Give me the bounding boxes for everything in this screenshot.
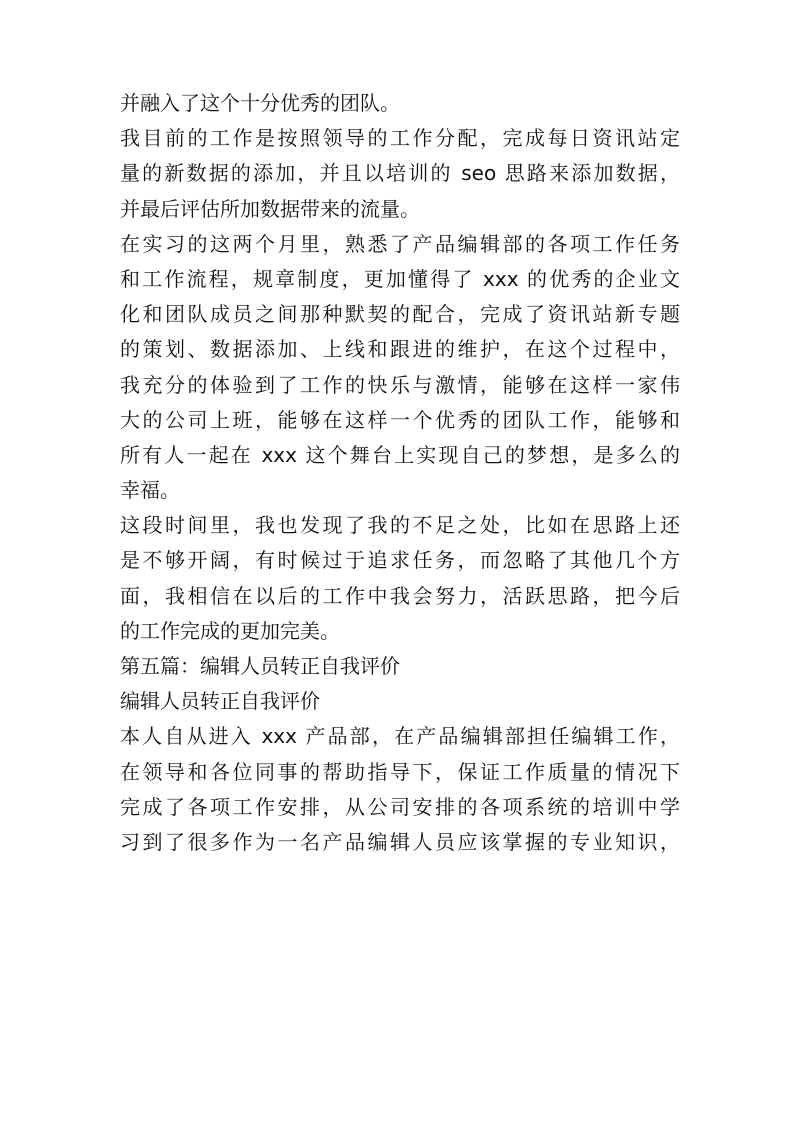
text-line: 我目前的工作是按照领导的工作分配，完成每日资讯站定 xyxy=(120,126,680,151)
text-line: 大的公司上班，能够在这样一个优秀的团队工作，能够和 xyxy=(120,407,680,432)
section-heading: 第五篇：编辑人员转正自我评价 xyxy=(120,654,400,678)
text-line: 面，我相信在以后的工作中我会努力，活跃思路，把今后 xyxy=(120,583,680,608)
text-line: 并最后评估所加数据带来的流量。 xyxy=(120,196,420,221)
text-line: 是不够开阔，有时候过于追求任务，而忽略了其他几个方 xyxy=(120,548,680,573)
text-line: 在实习的这两个月里，熟悉了产品编辑部的各项工作任务 xyxy=(120,231,680,256)
document-body xyxy=(120,86,680,860)
text-line: 这段时间里，我也发现了我的不足之处，比如在思路上还 xyxy=(120,513,680,538)
text-line: 的工作完成的更加完美。 xyxy=(120,618,340,643)
text-line: 本人自从进入 xxx 产品部，在产品编辑部担任编辑工作， xyxy=(120,724,680,749)
text-line: 完成了各项工作安排，从公司安排的各项系统的培训中学 xyxy=(120,794,680,819)
text-line: 在领导和各位同事的帮助指导下，保证工作质量的情况下 xyxy=(120,759,680,784)
text-line: 幸福。 xyxy=(120,478,180,503)
text-line: 化和团队成员之间那种默契的配合，完成了资讯站新专题 xyxy=(120,302,680,327)
text-line: 量的新数据的添加，并且以培训的 seo 思路来添加数据， xyxy=(120,161,680,186)
text-line: 习到了很多作为一名产品编辑人员应该掌握的专业知识， xyxy=(120,829,680,854)
text-line: 和工作流程，规章制度，更加懂得了 xxx 的优秀的企业文 xyxy=(120,266,680,291)
text-line: 的策划、数据添加、上线和跟进的维护，在这个过程中， xyxy=(120,337,680,362)
text-line: 我充分的体验到了工作的快乐与激情，能够在这样一家伟 xyxy=(120,372,680,397)
section-title: 编辑人员转正自我评价 xyxy=(120,689,320,714)
text-line: 所有人一起在 xxx 这个舞台上实现自己的梦想，是多么的 xyxy=(120,442,680,467)
text-line: 并融入了这个十分优秀的团队。 xyxy=(120,91,400,115)
